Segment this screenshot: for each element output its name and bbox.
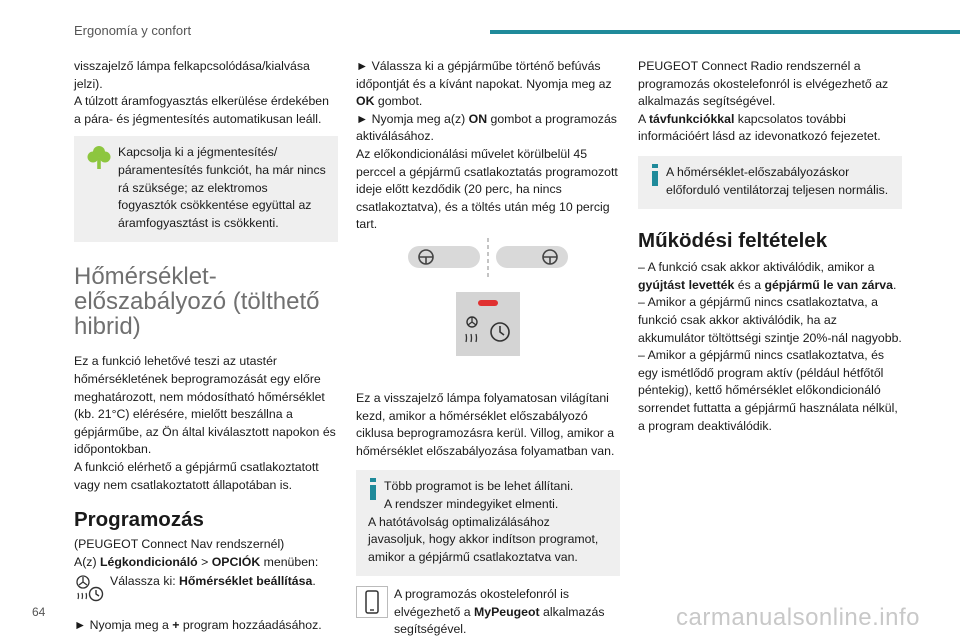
condition-item: – Amikor a gépjármű nincs csatlakoztatva, a funkció csak akkor aktiválódik, ha az akkumulátor töltöttségi szintje 20%-nál nagyobb. [638,295,902,345]
info-icon [368,478,378,506]
column-1 [74,58,338,634]
info-note: Több programot is be lehet állítani. A rendszer mindegyiket elmenti. A hatótávolság optimalizálásához javasoljuk, hogy akkor indítson programot, amikor a gépjármű csatlakoztatva van. [356,470,620,576]
select-step: Válassza ki: Hőmérséklet beállítása. [74,573,338,609]
dashboard-illustration [356,234,620,384]
climate-button-icon [456,292,520,356]
paragraph: PEUGEOT Connect Radio rendszernél a programozás okostelefonról is elvégezhető az alkalmazás segítségével. [638,59,889,109]
step-add-program: ► Nyomja meg a + program hozzáadásához. [74,617,322,632]
paragraph: visszajelző lámpa felkapcsolódása/kialvása jelzi). [74,59,310,91]
fan-noise-note: A hőmérséklet-előszabályozáskor előforduló ventilátorzaj teljesen normális. [638,156,902,209]
column-3 [638,58,902,435]
conditions-title: Működési feltételek [638,229,828,253]
paragraph: A távfunkciókkal kapcsolatos további információért lásd az idevonatkozó fejezetet. [638,111,881,144]
smartphone-icon [356,586,388,624]
section-title: Hőmérséklet- előszabályozó (tölthető hibrid) [74,263,320,341]
column-2 [356,58,620,639]
steering-wheel-left-icon [408,246,480,268]
condition-item: – Amikor a gépjármű nincs csatlakoztatva, és egy ismétlődő program aktív (például hétfőtől péntekig), kettő hőmérséklet előkondicionáló sorrendet futtatta a gépjármű használata nélkül, a program deaktiválódik. [638,348,898,433]
step-select-time: ► Válassza ki a gépjárműbe történő befúvás időpontját és a kívánt napokat. Nyomja meg az OK gombot. [356,59,612,109]
intro-paragraph-2: A funkció elérhető a gépjármű csatlakoztatott vagy nem csatlakoztatott állapotában is. [74,459,319,492]
condition-item: – A funkció csak akkor aktiválódik, amikor a gyújtást levették és a gépjármű le van zárva. [638,260,897,292]
menu-path: A(z) Légkondicionáló > OPCIÓK menüben: [74,554,319,569]
nav-system-note: (PEUGEOT Connect Nav rendszernél) [74,537,285,552]
intro-paragraph: Ez a funkció lehetővé teszi az utastér hőmérsékletének beprogramozását egy előre meghatározott, nem módosítható hőmérséklet (kb. 21°C) elérésére, mielőtt beszállna a gépjárműbe, az Ön által kiválasztott napokon és időpontokban. [74,354,336,457]
info-icon [650,164,660,192]
step-activate: ► Nyomja meg a(z) ON gombot a programozás aktiválásához. [356,111,617,144]
paragraph: A túlzott áramfogyasztás elkerülése érdekében a pára- és jégmentesítés automatikusan leáll. [74,94,329,126]
phone-note: A programozás okostelefonról is elvégezhető a MyPeugeot alkalmazás segítségével. [356,586,620,639]
watermark: carmanualsonline.info [676,604,920,631]
illustration [356,234,620,384]
programming-title: Programozás [74,508,204,532]
steering-wheel-right-icon [496,246,568,268]
climate-program-icon [74,573,104,609]
header-accent-bar [490,30,960,34]
eco-note [74,136,338,242]
running-header: Ergonomía y confort [74,23,192,38]
info-paragraph: Az előkondicionálási művelet körülbelül 45 perccel a gépjármű csatlakoztatás programozott ideje előtt kezdődik (20 perc, ha nincs csatlakoztatva), és a töltés után még 10 percig tart. [356,146,618,232]
tree-icon [86,144,112,176]
lamp-paragraph: Ez a visszajelző lámpa folyamatosan világítani kezd, amikor a hőmérséklet előszabályozó ciklusa beprogramozásra kerül. Villog, amikor a hőmérséklet előszabályozása folyamatban van. [356,390,615,458]
page-number: 64 [32,605,46,619]
eco-note-text: Kapcsolja ki a jégmentesítés/ páramentesítés funkciót, ha már nincs rá szüksége; az elektromos fogyasztók csökkentése együttal az áramfogyasztást is csökkenti. [118,145,326,230]
